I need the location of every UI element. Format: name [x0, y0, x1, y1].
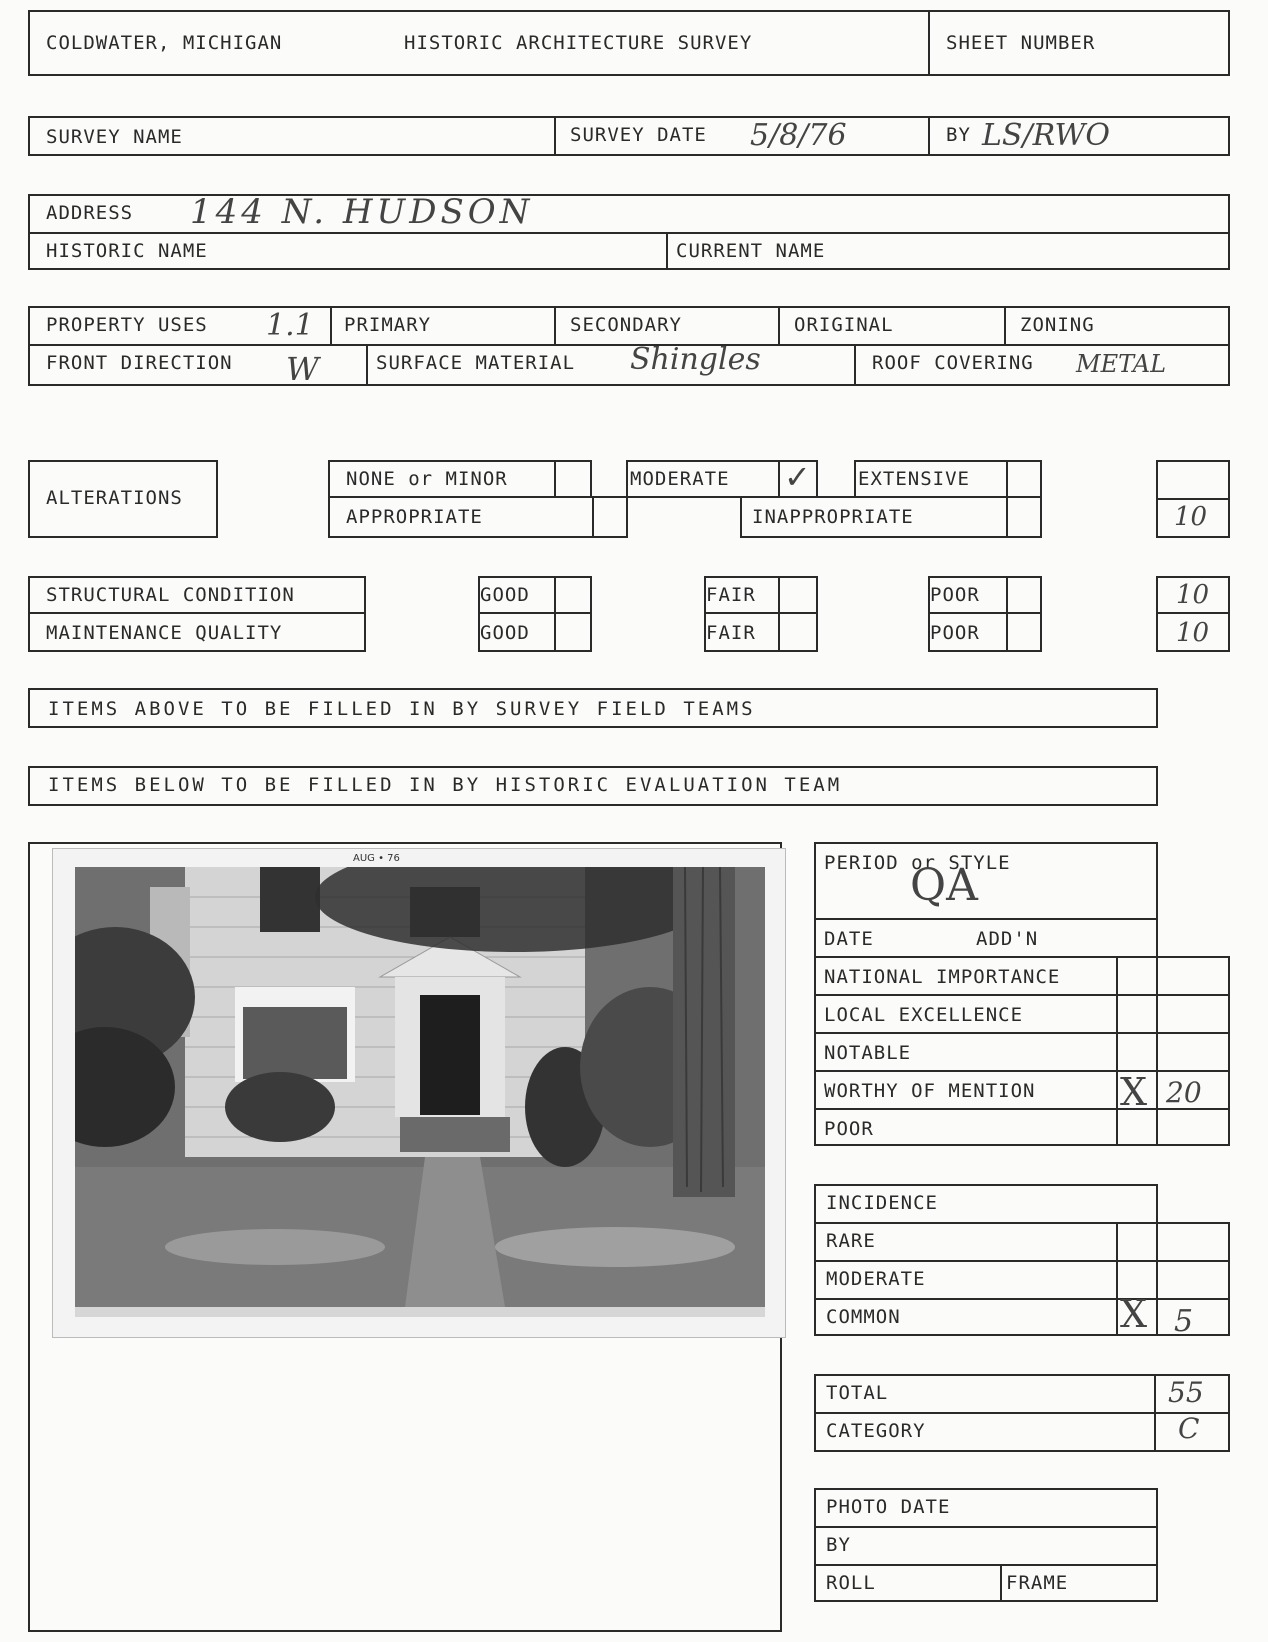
moderate-label: MODERATE	[630, 468, 730, 490]
fair-checkcell	[778, 576, 780, 652]
eval-addn-label: ADD'N	[976, 928, 1039, 950]
incidence-moderate-label: MODERATE	[826, 1268, 926, 1290]
notes-below: ITEMS BELOW TO BE FILLED IN BY HISTORIC EVALUATION TEAM	[48, 774, 843, 796]
good-divider	[478, 612, 592, 614]
photo-date-label: PHOTO DATE	[826, 1496, 951, 1518]
poor-checkcell	[1006, 576, 1008, 652]
common-label: COMMON	[826, 1306, 901, 1328]
inc-line-3	[814, 1298, 1228, 1300]
survey-by-value: LS/RWO	[982, 118, 1110, 153]
house-photo	[52, 848, 786, 1338]
structural-score: 10	[1176, 580, 1210, 610]
totals-value-col	[1154, 1374, 1156, 1452]
photo-by-label: BY	[826, 1534, 851, 1556]
maintenance-quality-label: MAINTENANCE QUALITY	[46, 622, 283, 644]
photo-area-top	[28, 842, 782, 844]
eval-poor-label: POOR	[824, 1118, 874, 1140]
survey-title: HISTORIC ARCHITECTURE SURVEY	[404, 32, 753, 54]
inappropriate-checkcell	[1006, 496, 1008, 538]
worthy-label: WORTHY OF MENTION	[824, 1080, 1036, 1102]
extensive-label: EXTENSIVE	[858, 468, 970, 490]
condition-score-divider	[1156, 612, 1230, 614]
incidence-label: INCIDENCE	[826, 1192, 938, 1214]
survey-row-div2	[928, 116, 930, 156]
total-value: 55	[1168, 1376, 1204, 1409]
property-divider	[28, 344, 1230, 346]
common-mark: X	[1120, 1292, 1148, 1336]
structural-fair-label: FAIR	[706, 584, 756, 606]
maintenance-fair-label: FAIR	[706, 622, 756, 644]
survey-by-label: BY	[946, 124, 971, 146]
prop-div4	[1004, 306, 1006, 344]
secondary-label: SECONDARY	[570, 314, 682, 336]
survey-date-label: SURVEY DATE	[570, 124, 707, 146]
moderate-checkcell	[778, 460, 780, 498]
roll-label: ROLL	[826, 1572, 876, 1594]
alterations-label: ALTERATIONS	[46, 487, 183, 509]
address-label: ADDRESS	[46, 202, 134, 224]
house-photo-image	[75, 867, 765, 1317]
maintenance-good-label: GOOD	[480, 622, 530, 644]
eval-score-col-bottom	[1156, 1144, 1230, 1146]
none-minor-checkcell	[554, 460, 556, 498]
common-score: 5	[1174, 1304, 1194, 1339]
notes-above: ITEMS ABOVE TO BE FILLED IN BY SURVEY FIELD TEAMS	[48, 698, 756, 720]
zoning-label: ZONING	[1020, 314, 1095, 336]
alterations-score: 10	[1174, 502, 1208, 532]
roof-covering-value: METAL	[1076, 350, 1167, 378]
moderate-check: ✓	[784, 458, 811, 496]
photo-area-left	[28, 842, 30, 1632]
totals-divider	[814, 1412, 1230, 1414]
fair-divider	[704, 612, 818, 614]
structural-poor-label: POOR	[930, 584, 980, 606]
appropriate-checkcell	[592, 496, 594, 538]
period-style-value: QA	[910, 860, 978, 911]
eval-line-4	[814, 1032, 1228, 1034]
inc-line-1	[814, 1222, 1228, 1224]
prop-div3	[778, 306, 780, 344]
inappropriate-label: INAPPROPRIATE	[752, 506, 914, 528]
survey-row-div1	[554, 116, 556, 156]
surface-material-value: Shingles	[630, 342, 761, 377]
inc-mark-col	[1116, 1222, 1118, 1336]
worthy-mark: X	[1120, 1070, 1148, 1114]
rare-label: RARE	[826, 1230, 876, 1252]
maintenance-poor-label: POOR	[930, 622, 980, 644]
surface-material-label: SURFACE MATERIAL	[376, 352, 576, 374]
property-uses-label: PROPERTY USES	[46, 314, 208, 336]
eval-line-5	[814, 1070, 1228, 1072]
front-direction-label: FRONT DIRECTION	[46, 352, 233, 374]
eval-line-1	[814, 918, 1158, 920]
current-name-label: CURRENT NAME	[676, 240, 826, 262]
survey-date-value: 5/8/76	[750, 118, 847, 153]
eval-line-2	[814, 956, 1228, 958]
eval-mark-col	[1116, 956, 1118, 1146]
prop-div1	[330, 306, 332, 344]
roof-covering-label: ROOF COVERING	[872, 352, 1034, 374]
none-minor-label: NONE or MINOR	[346, 468, 508, 490]
category-label: CATEGORY	[826, 1420, 926, 1442]
eval-score-col-right	[1228, 956, 1230, 1146]
frame-label: FRAME	[1006, 1572, 1069, 1594]
eval-line-3	[814, 994, 1228, 996]
photo-area-bottom	[28, 1630, 782, 1632]
notable-label: NOTABLE	[824, 1042, 912, 1064]
period-style-label: PERIOD or STYLE	[824, 852, 1011, 874]
header-divider	[928, 10, 930, 76]
survey-row-right	[1228, 116, 1230, 154]
property-uses-value: 1.1	[266, 308, 314, 343]
primary-label: PRIMARY	[344, 314, 432, 336]
structural-good-label: GOOD	[480, 584, 530, 606]
poor-divider	[928, 612, 1042, 614]
inc-score-col-right	[1228, 1222, 1230, 1336]
structural-condition-label: STRUCTURAL CONDITION	[46, 584, 295, 606]
alterations-score-divider	[1156, 498, 1230, 500]
appropriate-label: APPROPRIATE	[346, 506, 483, 528]
address-divider	[28, 232, 1230, 234]
prop-div2	[554, 306, 556, 344]
original-label: ORIGINAL	[794, 314, 894, 336]
local-excellence-label: LOCAL EXCELLENCE	[824, 1004, 1024, 1026]
historic-name-label: HISTORIC NAME	[46, 240, 208, 262]
worthy-score: 20	[1166, 1076, 1202, 1109]
eval-date-label: DATE	[824, 928, 874, 950]
maintenance-score: 10	[1176, 618, 1210, 648]
names-divider	[666, 232, 668, 270]
condition-label-divider	[28, 612, 366, 614]
photo-info-line-1	[814, 1526, 1158, 1528]
photo-info-line-2	[814, 1564, 1158, 1566]
extensive-checkcell	[1006, 460, 1008, 498]
sheet-number-label: SHEET NUMBER	[946, 32, 1096, 54]
category-value: C	[1178, 1412, 1200, 1445]
photo-info-frame-divider	[1000, 1564, 1002, 1602]
photo-stamp: AUG • 76	[353, 853, 400, 864]
good-checkcell	[554, 576, 556, 652]
prop-div5	[366, 344, 368, 386]
prop-div6	[854, 344, 856, 386]
front-direction-value: W	[286, 350, 319, 388]
national-importance-label: NATIONAL IMPORTANCE	[824, 966, 1061, 988]
survey-name-label: SURVEY NAME	[46, 126, 183, 148]
address-value: 144 N. HUDSON	[190, 192, 534, 232]
total-label: TOTAL	[826, 1382, 889, 1404]
inc-line-2	[814, 1260, 1228, 1262]
city-label: COLDWATER, MICHIGAN	[46, 32, 283, 54]
